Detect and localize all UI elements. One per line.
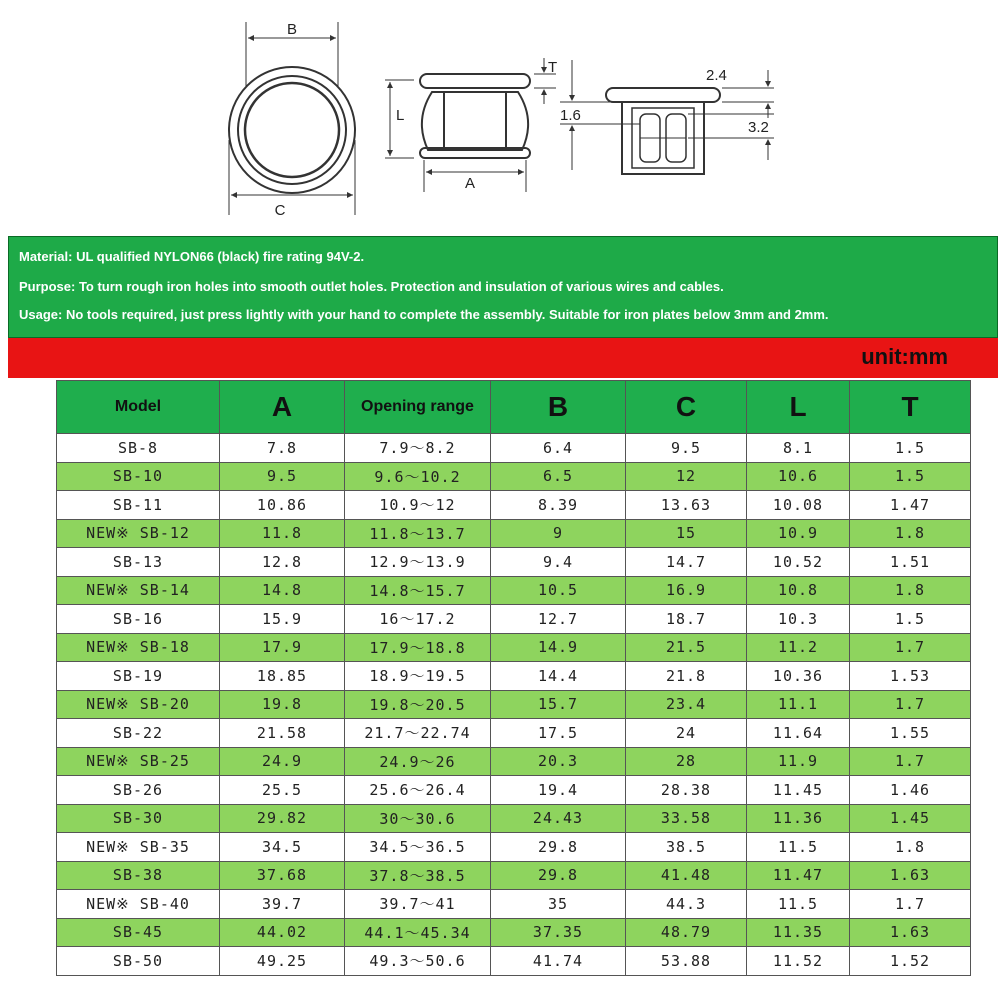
cell-c: 14.7	[626, 548, 747, 577]
cell-a: 24.9	[220, 747, 345, 776]
cell-a: 25.5	[220, 776, 345, 805]
table-header-row	[57, 381, 971, 434]
cell-a: 49.25	[220, 947, 345, 976]
cell-a: 7.8	[220, 434, 345, 463]
usage-text: Usage: No tools required, just press lightly with your hand to complete the assembly. Suitable for iron plates below 3mm and 2mm.	[19, 307, 829, 322]
table-row	[57, 519, 971, 548]
header-b: B	[491, 381, 626, 434]
dimension-label-2-4: 2.4	[706, 67, 727, 84]
cell-model: SB-38	[57, 861, 220, 890]
purpose-text: Purpose: To turn rough iron holes into smooth outlet holes. Protection and insulation of various wires and cables.	[19, 279, 724, 294]
cell-opening-range: 24.9～26	[345, 747, 491, 776]
table-row	[57, 576, 971, 605]
cell-model: SB-45	[57, 918, 220, 947]
cell-b: 20.3	[491, 747, 626, 776]
cell-model: SB-19	[57, 662, 220, 691]
table-row	[57, 918, 971, 947]
cell-b: 35	[491, 890, 626, 919]
cell-l: 11.9	[747, 747, 850, 776]
cell-b: 8.39	[491, 491, 626, 520]
spec-table	[56, 380, 971, 976]
cell-l: 10.36	[747, 662, 850, 691]
cell-b: 17.5	[491, 719, 626, 748]
cell-model: NEW※ SB-20	[57, 690, 220, 719]
cell-t: 1.7	[850, 690, 971, 719]
cell-l: 11.35	[747, 918, 850, 947]
table-row	[57, 861, 971, 890]
side-view	[385, 58, 557, 192]
cell-b: 19.4	[491, 776, 626, 805]
cell-c: 16.9	[626, 576, 747, 605]
dimension-label-a: A	[464, 175, 476, 192]
cell-c: 12	[626, 462, 747, 491]
cell-b: 14.9	[491, 633, 626, 662]
cell-l: 11.47	[747, 861, 850, 890]
cell-c: 15	[626, 519, 747, 548]
dimension-label-b: B	[286, 21, 298, 38]
cell-opening-range: 44.1～45.34	[345, 918, 491, 947]
cell-c: 44.3	[626, 890, 747, 919]
cell-opening-range: 21.7～22.74	[345, 719, 491, 748]
cell-a: 14.8	[220, 576, 345, 605]
cell-b: 29.8	[491, 861, 626, 890]
cell-l: 11.2	[747, 633, 850, 662]
table-row	[57, 747, 971, 776]
dimension-label-1-6: 1.6	[560, 107, 581, 124]
cell-t: 1.45	[850, 804, 971, 833]
cell-opening-range: 7.9～8.2	[345, 434, 491, 463]
cell-opening-range: 10.9～12	[345, 491, 491, 520]
cell-model: SB-10	[57, 462, 220, 491]
table-row	[57, 804, 971, 833]
cell-model: SB-13	[57, 548, 220, 577]
cell-t: 1.5	[850, 434, 971, 463]
cell-t: 1.46	[850, 776, 971, 805]
cell-a: 37.68	[220, 861, 345, 890]
cell-c: 21.5	[626, 633, 747, 662]
cell-c: 53.88	[626, 947, 747, 976]
cell-opening-range: 49.3～50.6	[345, 947, 491, 976]
table-row	[57, 605, 971, 634]
cell-l: 11.52	[747, 947, 850, 976]
cell-c: 28	[626, 747, 747, 776]
table-row	[57, 434, 971, 463]
cell-c: 21.8	[626, 662, 747, 691]
cell-opening-range: 39.7～41	[345, 890, 491, 919]
cell-a: 21.58	[220, 719, 345, 748]
cell-c: 33.58	[626, 804, 747, 833]
cell-model: SB-30	[57, 804, 220, 833]
cell-opening-range: 37.8～38.5	[345, 861, 491, 890]
cell-opening-range: 9.6～10.2	[345, 462, 491, 491]
table-row	[57, 776, 971, 805]
cell-opening-range: 30～30.6	[345, 804, 491, 833]
cell-l: 11.1	[747, 690, 850, 719]
cell-model: SB-26	[57, 776, 220, 805]
cell-b: 37.35	[491, 918, 626, 947]
header-c: C	[626, 381, 747, 434]
cell-model: NEW※ SB-12	[57, 519, 220, 548]
table-row	[57, 947, 971, 976]
cell-l: 10.08	[747, 491, 850, 520]
table-row	[57, 662, 971, 691]
cell-opening-range: 12.9～13.9	[345, 548, 491, 577]
cell-model: NEW※ SB-40	[57, 890, 220, 919]
cell-l: 10.3	[747, 605, 850, 634]
cell-l: 8.1	[747, 434, 850, 463]
cell-b: 14.4	[491, 662, 626, 691]
cell-b: 15.7	[491, 690, 626, 719]
cell-opening-range: 16～17.2	[345, 605, 491, 634]
cell-t: 1.53	[850, 662, 971, 691]
cross-section-view	[560, 60, 774, 174]
cell-l: 10.9	[747, 519, 850, 548]
table-row	[57, 890, 971, 919]
cell-l: 10.6	[747, 462, 850, 491]
material-text: Material: UL qualified NYLON66 (black) fire rating 94V-2.	[19, 249, 365, 264]
dimension-label-c: C	[274, 202, 286, 219]
cell-c: 38.5	[626, 833, 747, 862]
cell-a: 10.86	[220, 491, 345, 520]
dimension-label-l: L	[396, 107, 405, 124]
cell-a: 12.8	[220, 548, 345, 577]
cell-b: 24.43	[491, 804, 626, 833]
cell-b: 12.7	[491, 605, 626, 634]
cell-model: SB-22	[57, 719, 220, 748]
cell-t: 1.5	[850, 462, 971, 491]
cell-c: 48.79	[626, 918, 747, 947]
cell-opening-range: 18.9～19.5	[345, 662, 491, 691]
cell-t: 1.7	[850, 747, 971, 776]
cell-t: 1.47	[850, 491, 971, 520]
cell-c: 28.38	[626, 776, 747, 805]
table-row	[57, 462, 971, 491]
cell-t: 1.63	[850, 861, 971, 890]
cell-t: 1.7	[850, 890, 971, 919]
cell-t: 1.7	[850, 633, 971, 662]
cell-opening-range: 19.8～20.5	[345, 690, 491, 719]
cell-l: 11.36	[747, 804, 850, 833]
cell-t: 1.63	[850, 918, 971, 947]
cell-c: 18.7	[626, 605, 747, 634]
cell-opening-range: 34.5～36.5	[345, 833, 491, 862]
cell-a: 15.9	[220, 605, 345, 634]
cell-c: 23.4	[626, 690, 747, 719]
cell-model: NEW※ SB-18	[57, 633, 220, 662]
cell-t: 1.8	[850, 576, 971, 605]
cell-l: 11.5	[747, 833, 850, 862]
cell-opening-range: 14.8～15.7	[345, 576, 491, 605]
header-opening-range: Opening range	[345, 381, 491, 434]
cell-c: 13.63	[626, 491, 747, 520]
cell-t: 1.52	[850, 947, 971, 976]
table-row	[57, 548, 971, 577]
cell-l: 10.8	[747, 576, 850, 605]
cell-a: 39.7	[220, 890, 345, 919]
cell-l: 11.64	[747, 719, 850, 748]
cell-l: 11.45	[747, 776, 850, 805]
cell-model: SB-16	[57, 605, 220, 634]
cell-model: SB-50	[57, 947, 220, 976]
cell-b: 41.74	[491, 947, 626, 976]
table-row	[57, 690, 971, 719]
cell-b: 6.4	[491, 434, 626, 463]
cell-b: 29.8	[491, 833, 626, 862]
cell-model: NEW※ SB-25	[57, 747, 220, 776]
header-model: Model	[57, 381, 220, 434]
cell-b: 9	[491, 519, 626, 548]
cell-c: 24	[626, 719, 747, 748]
unit-label: unit:mm	[861, 344, 948, 369]
cell-l: 10.52	[747, 548, 850, 577]
cell-c: 41.48	[626, 861, 747, 890]
header-l: L	[747, 381, 850, 434]
cell-a: 11.8	[220, 519, 345, 548]
cell-b: 9.4	[491, 548, 626, 577]
cell-t: 1.5	[850, 605, 971, 634]
cell-opening-range: 25.6～26.4	[345, 776, 491, 805]
cell-c: 9.5	[626, 434, 747, 463]
cell-model: NEW※ SB-35	[57, 833, 220, 862]
cell-t: 1.8	[850, 833, 971, 862]
cell-opening-range: 17.9～18.8	[345, 633, 491, 662]
unit-bar	[8, 338, 998, 378]
cell-b: 6.5	[491, 462, 626, 491]
dimension-label-t: T	[548, 59, 558, 76]
dimension-label-3-2: 3.2	[748, 119, 769, 136]
cell-a: 44.02	[220, 918, 345, 947]
table-row	[57, 633, 971, 662]
cell-a: 17.9	[220, 633, 345, 662]
table-row	[57, 833, 971, 862]
product-info-panel	[8, 236, 998, 338]
cell-model: SB-8	[57, 434, 220, 463]
cell-model: NEW※ SB-14	[57, 576, 220, 605]
cell-t: 1.51	[850, 548, 971, 577]
cell-t: 1.55	[850, 719, 971, 748]
cell-t: 1.8	[850, 519, 971, 548]
cell-a: 18.85	[220, 662, 345, 691]
table-row	[57, 491, 971, 520]
header-a: A	[220, 381, 345, 434]
cell-a: 19.8	[220, 690, 345, 719]
cell-a: 9.5	[220, 462, 345, 491]
table-row	[57, 719, 971, 748]
cell-model: SB-11	[57, 491, 220, 520]
cell-a: 34.5	[220, 833, 345, 862]
cell-l: 11.5	[747, 890, 850, 919]
cell-b: 10.5	[491, 576, 626, 605]
table-body	[57, 434, 971, 976]
header-t: T	[850, 381, 971, 434]
top-view	[229, 21, 355, 219]
grommet-technical-drawing	[0, 0, 1000, 232]
cell-opening-range: 11.8～13.7	[345, 519, 491, 548]
cell-a: 29.82	[220, 804, 345, 833]
